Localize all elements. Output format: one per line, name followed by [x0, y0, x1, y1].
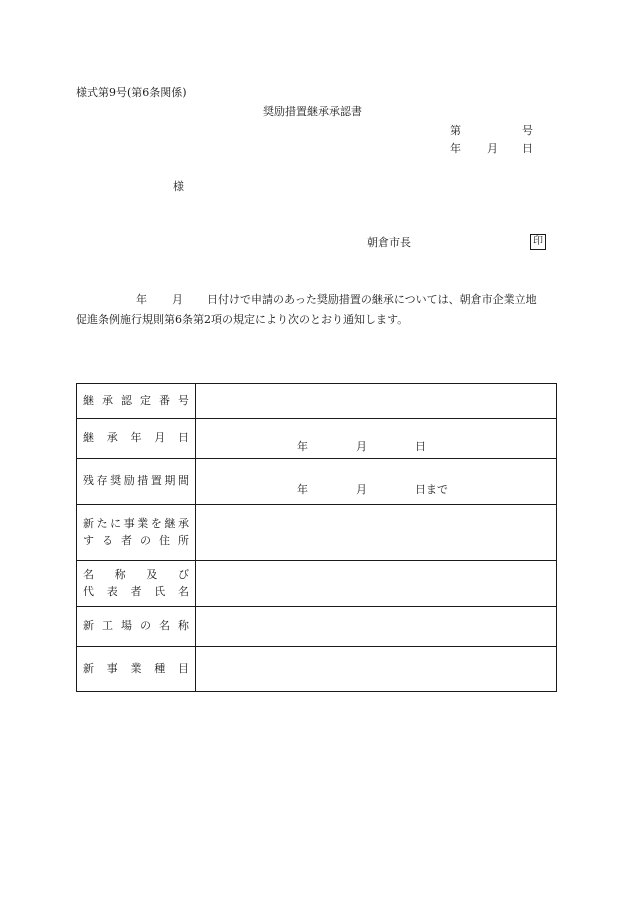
remaining-period-year: 年 [297, 482, 308, 496]
document-number-suffix: 号 [522, 124, 533, 137]
table-row-succession-date [77, 419, 557, 459]
label-successor-address [77, 505, 196, 561]
table-row-remaining-period [77, 459, 557, 505]
form-number: 様式第9号(第6条関係) [76, 86, 187, 99]
value-name-representative [196, 561, 557, 607]
issue-date-month: 月 [487, 142, 498, 155]
body-line2: 促進条例施行規則第6条第2項の規定により次のとおり通知します。 [76, 313, 409, 326]
table-row-successor-address [77, 505, 557, 561]
value-approval-number [196, 384, 557, 419]
label-new-factory-name: 新工場の名称 [77, 607, 196, 647]
addressee-honorific: 様 [173, 180, 184, 193]
body-line1: 日付けで申請のあった奨励措置の継承については、朝倉市企業立地 [207, 293, 537, 306]
value-new-business-type [196, 647, 557, 692]
table-row-name-representative [77, 561, 557, 607]
succession-date-month: 月 [356, 439, 367, 453]
approval-details-table [76, 383, 557, 692]
value-successor-address [196, 505, 557, 561]
label-new-business-type: 新事業種目 [77, 647, 196, 692]
issue-date-day: 日 [522, 142, 533, 155]
body-month: 月 [172, 293, 183, 306]
table-row-new-business-type [77, 647, 557, 692]
label-name-representative [77, 561, 196, 607]
value-remaining-period [196, 459, 557, 505]
label-name-representative-line1: 名称及び [83, 568, 189, 581]
remaining-period-month: 月 [356, 482, 367, 496]
succession-date-day: 日 [415, 439, 426, 453]
succession-date-year: 年 [297, 439, 308, 453]
seal-mark: 印 [530, 234, 546, 250]
document-title: 奨励措置継承承認書 [263, 105, 362, 118]
issuer-title: 朝倉市長 [367, 236, 411, 249]
document-number-prefix: 第 [450, 124, 461, 137]
label-successor-address-line2: する者の住所 [83, 533, 189, 547]
table-row-approval-number [77, 384, 557, 419]
label-approval-number: 継承認定番号 [77, 384, 196, 419]
label-remaining-period: 残存奨励措置期間 [77, 459, 196, 505]
issue-date-year: 年 [450, 142, 461, 155]
remaining-period-day: 日まで [415, 482, 448, 496]
label-succession-date: 継承年月日 [77, 419, 196, 459]
value-succession-date [196, 419, 557, 459]
table-row-new-factory-name [77, 607, 557, 647]
value-new-factory-name [196, 607, 557, 647]
body-year: 年 [136, 293, 147, 306]
label-successor-address-line1: 新たに事業を継承 [83, 517, 189, 530]
label-name-representative-line2: 代表者氏名 [83, 584, 189, 598]
